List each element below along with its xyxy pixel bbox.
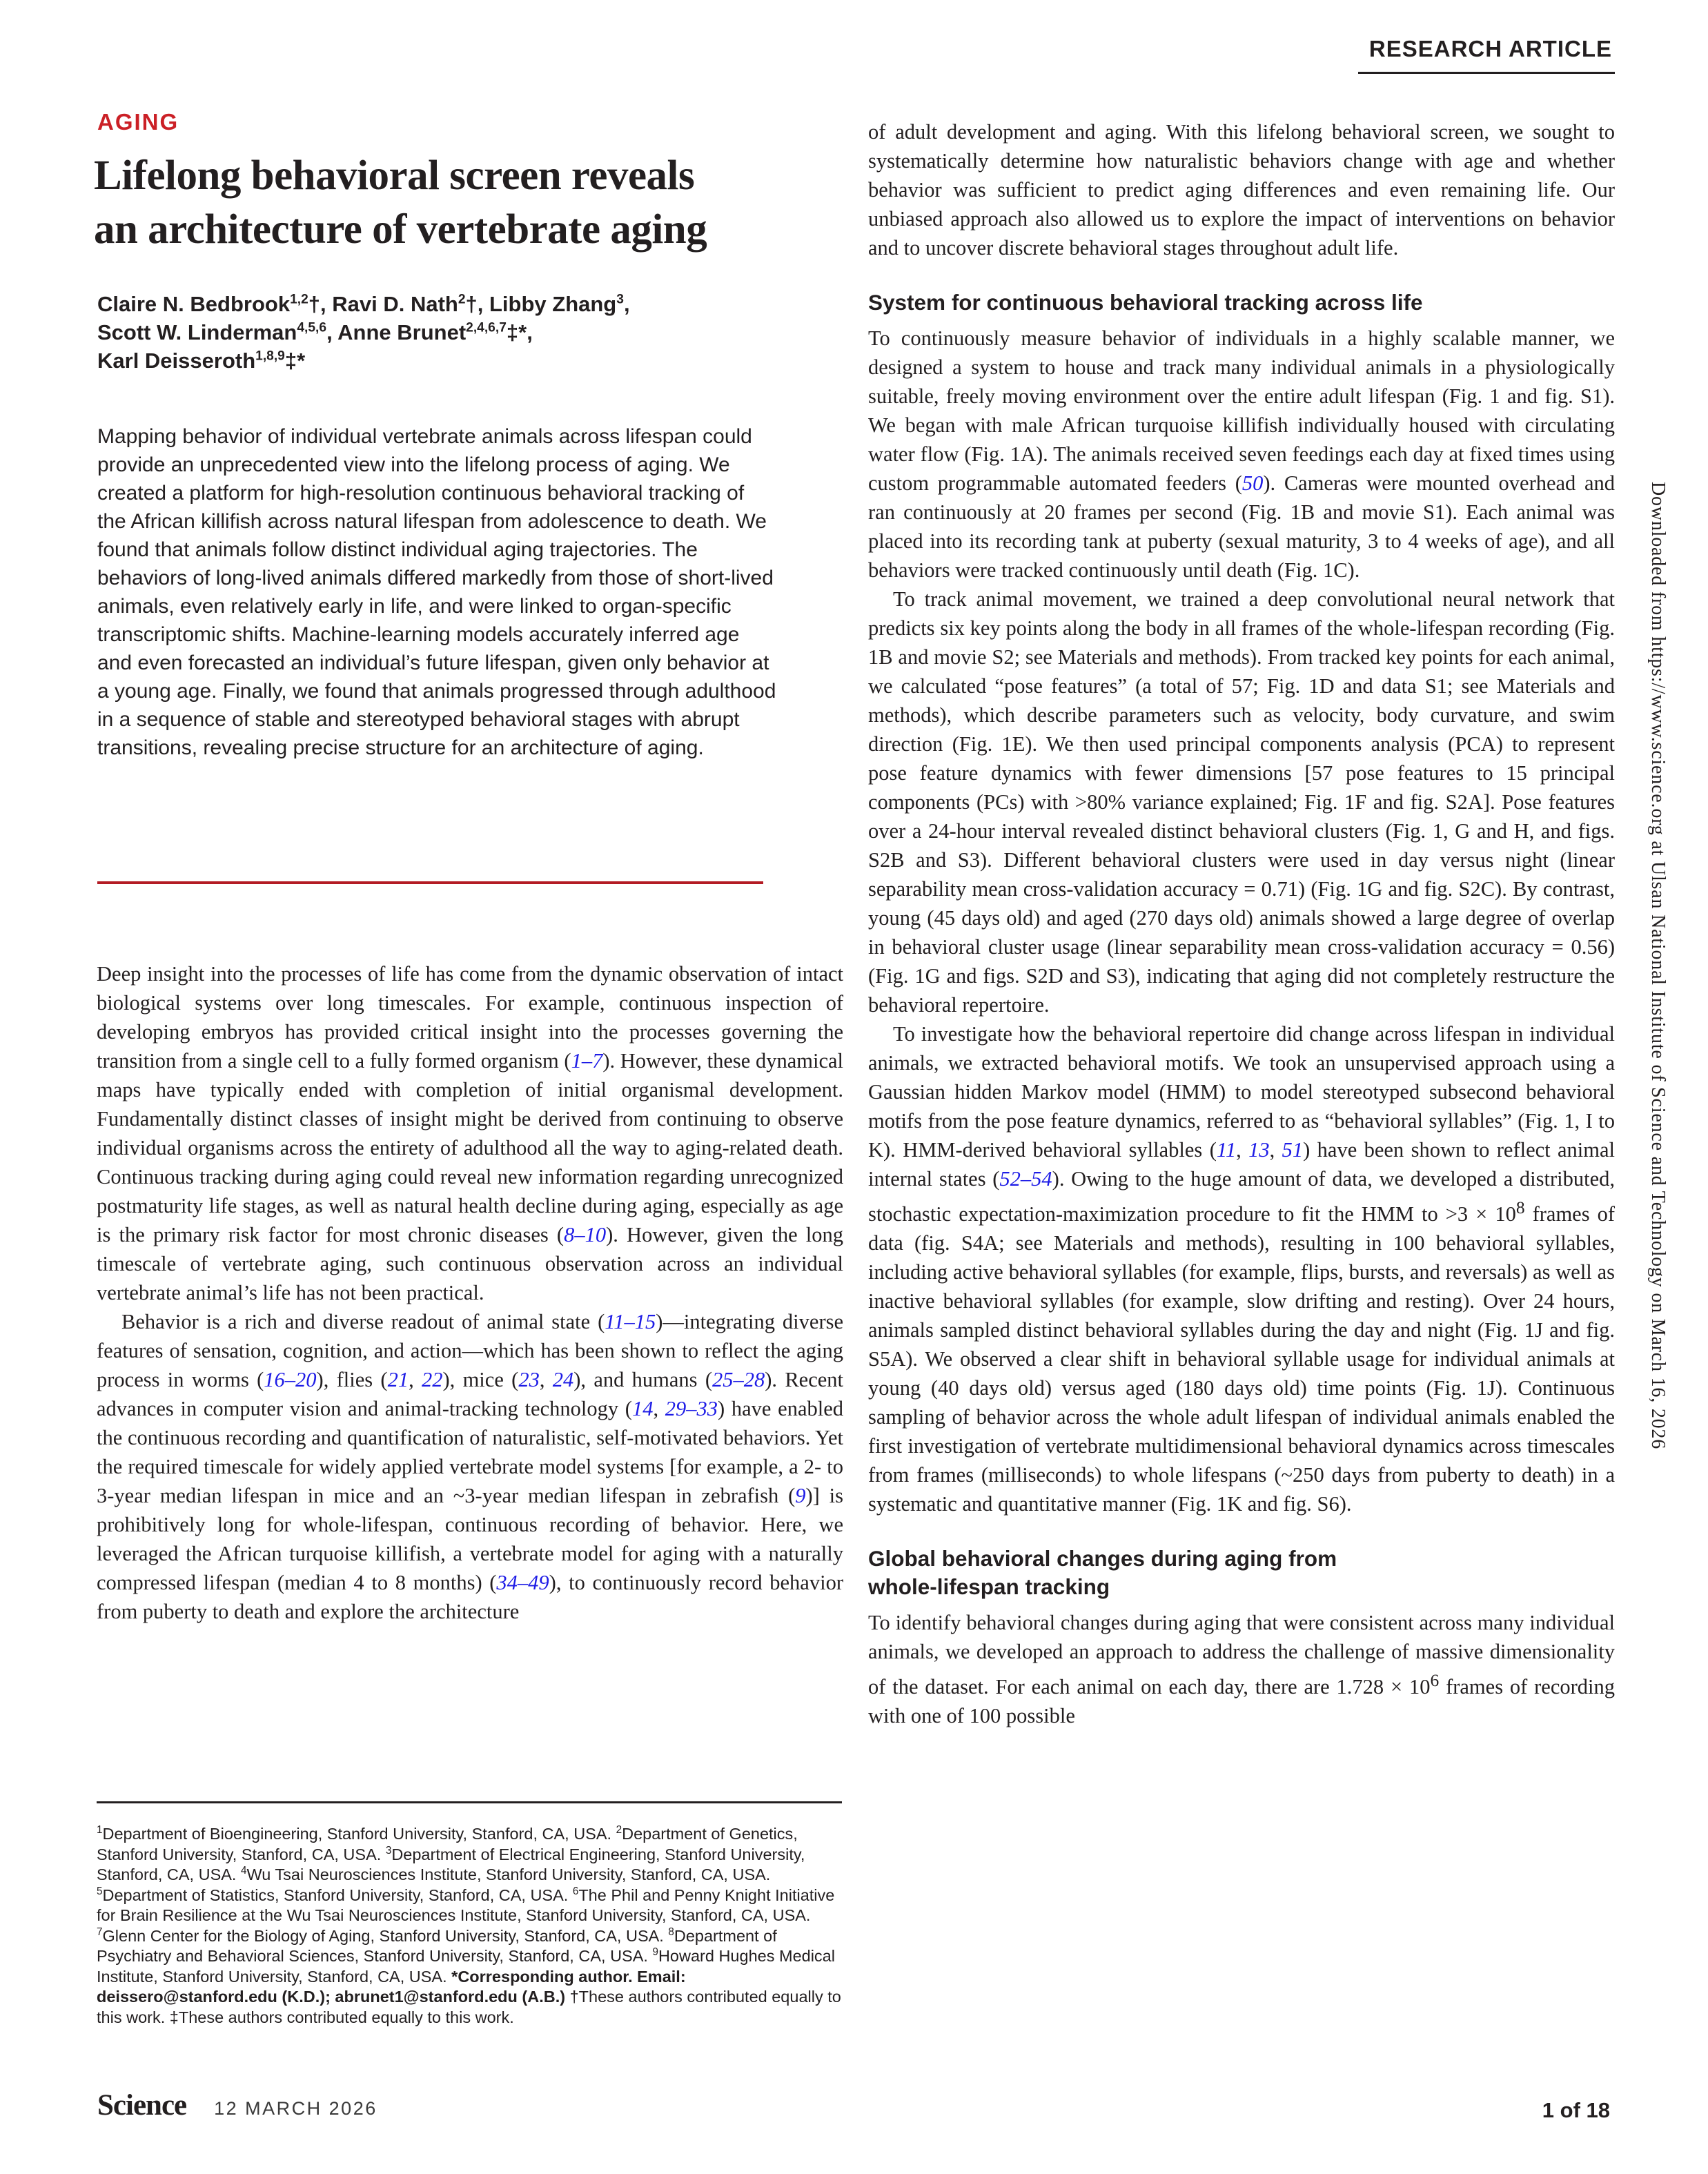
author-line: [97, 290, 630, 318]
text-segment: 1,8,9: [255, 349, 285, 364]
reference-link[interactable]: 22: [422, 1368, 443, 1391]
reference-link[interactable]: 21: [387, 1368, 409, 1391]
text-segment: ,: [539, 1368, 553, 1391]
body-paragraph: [868, 117, 1615, 262]
text-segment: Claire N. Bedbrook: [97, 292, 291, 316]
title-line-2: an architecture of vertebrate aging: [94, 206, 707, 253]
article-title: [94, 149, 707, 257]
text-segment: , Anne Brunet: [326, 320, 467, 344]
text-segment: The Phil and Penny Knight Initiative for Brain Resilience at the Wu Tsai Neurosciences Institute, Stanford University, Stanford, CA, USA.: [97, 1886, 835, 1924]
text-segment: Deep insight into the processes of life has come from the dynamic observation of intact biological systems over long timescales. For example, continuous inspection of developing embryos has provided critical insight into the processes governing the transition from a single cell to a fully formed organism (: [97, 962, 843, 1073]
reference-link[interactable]: 13: [1248, 1138, 1270, 1162]
text-segment: Department of Electrical Engineering, Stanford University, Stanford, CA, USA.: [97, 1845, 805, 1883]
text-segment: 1: [97, 1824, 103, 1837]
section-label: AGING: [97, 109, 179, 135]
reference-link[interactable]: 50: [1241, 471, 1264, 495]
text-segment: ). However, these dynamical maps have typically ended with completion of initial organismal development. Fundamentally distinct classes of insight might be derived from continuing to observe individual organisms across the entirety of adulthood all the way to aging-related death. Continuous tracking during aging could reveal new information regarding unrecognized postmaturity life stages, as well as natural health decline during aging, especially as age is the primary risk factor for most chronic diseases (: [97, 1049, 844, 1246]
text-segment: ). Recent advances in computer vision and animal-tracking technology (: [97, 1368, 843, 1420]
text-segment: 6: [572, 1885, 579, 1897]
reference-link[interactable]: 11–15: [605, 1310, 656, 1333]
text-segment: 3: [616, 292, 624, 307]
text-segment: 7: [97, 1926, 103, 1938]
reference-link[interactable]: 24: [552, 1368, 574, 1391]
reference-link[interactable]: 29–33: [665, 1397, 718, 1420]
text-segment: ,: [1269, 1138, 1282, 1162]
text-segment: ‡*,: [506, 320, 533, 344]
left-column: [97, 959, 843, 1626]
text-segment: 5: [97, 1885, 103, 1897]
text-segment: 1,2: [290, 292, 308, 307]
footnote-divider-rule: [97, 1801, 842, 1803]
reference-link[interactable]: 9: [795, 1484, 806, 1507]
text-segment: Howard Hughes Medical Institute, Stanford University, Stanford, CA, USA.: [97, 1947, 835, 1986]
right-column: [868, 117, 1615, 1730]
research-article-kicker: [1358, 36, 1615, 74]
text-segment: ) have enabled the continuous recording and quantification of naturalistic, self-motivated behaviors. Yet the required timescale for widely applied vertebrate model systems [for example, a 2- to 3-year median lifespan in mice and an ~3-year median lifespan in zebrafish (: [97, 1397, 843, 1507]
text-segment: †These authors contributed equally to this work. ‡These authors contributed equally to this work.: [97, 1988, 841, 2026]
text-segment: 8: [668, 1926, 674, 1938]
text-segment: ), flies (: [316, 1368, 388, 1391]
body-paragraph: [868, 585, 1615, 1019]
text-segment: ), and humans (: [573, 1368, 712, 1391]
text-segment: To investigate how the behavioral repertoire did change across lifespan in individual animals, we extracted behavioral motifs. We took an unsupervised approach using a Gaussian hidden Markov model (HMM) to model stereotyped subsecond behavioral motifs from the pose feature dynamics, referred to as “behavioral syllables” (Fig. 1, I to K). HMM-derived behavioral syllables (: [868, 1022, 1615, 1162]
text-segment: Behavior is a rich and diverse readout of animal state (: [121, 1310, 605, 1333]
text-segment: ). Cameras were mounted overhead and ran continuously at 20 frames per second (Fig. 1B and movie S1). Each animal was placed into its recording tank at puberty (sexual maturity, 3 to 4 weeks of age), and all behaviors were tracked continuously until death (Fig. 1C).: [868, 471, 1616, 582]
reference-link[interactable]: 51: [1282, 1138, 1304, 1162]
text-segment: *Corresponding author. Email: deissero@stanford.edu (K.D.); abrunet1@stanford.edu (A.B.): [97, 1967, 686, 2006]
author-block: [97, 290, 630, 375]
issue-date: 12 MARCH 2026: [214, 2098, 377, 2119]
text-segment: 2: [616, 1824, 622, 1837]
reference-link[interactable]: 14: [631, 1397, 654, 1420]
body-paragraph: [868, 324, 1615, 585]
text-segment: ), to continuously record behavior from puberty to death and explore the architecture: [97, 1571, 843, 1623]
text-segment: ,: [653, 1397, 665, 1420]
author-line: [97, 346, 630, 375]
text-segment: )] is prohibitively long for whole-lifespan, continuous recording of behavior. Here, we leveraged the African turquoise killifish, a vertebrate model for aging with a naturally compressed lifespan (median 4 to 8 months) (: [97, 1484, 843, 1594]
reference-link[interactable]: 52–54: [999, 1167, 1052, 1191]
heading-line-2: whole-lifespan tracking: [868, 1574, 1110, 1600]
reference-link[interactable]: 1–7: [571, 1049, 603, 1073]
footer: [97, 2088, 377, 2122]
title-line-1: Lifelong behavioral screen reveals: [94, 153, 695, 199]
reference-link[interactable]: 25–28: [711, 1368, 765, 1391]
text-segment: Department of Psychiatry and Behavioral Sciences, Stanford University, Stanford, CA, USA.: [97, 1926, 777, 1965]
text-segment: Department of Bioengineering, Stanford University, Stanford, CA, USA.: [102, 1825, 616, 1843]
text-segment: 6: [1430, 1671, 1440, 1691]
text-segment: Karl Deisseroth: [97, 349, 256, 373]
reference-link[interactable]: 34–49: [496, 1571, 549, 1594]
text-segment: ), mice (: [442, 1368, 519, 1391]
reference-link[interactable]: 23: [518, 1368, 540, 1391]
text-segment: †, Libby Zhang: [465, 292, 617, 316]
page-number: 1 of 18: [1542, 2098, 1610, 2122]
text-segment: Wu Tsai Neurosciences Institute, Stanford University, Stanford, CA, USA.: [246, 1865, 771, 1883]
text-segment: To continuously measure behavior of individuals in a highly scalable manner, we designed a system to house and track many individual animals in a physiologically suitable, freely moving environment over the entire adult lifespan (Fig. 1 and fig. S1). We began with male African turquoise killifish individually housed with circulating water flow (Fig. 1A). The animals received seven feedings each day at fixed times using custom programmable automated feeders (: [868, 326, 1615, 495]
text-segment: Glenn Center for the Biology of Aging, Stanford University, Stanford, CA, USA.: [102, 1926, 669, 1945]
text-segment: of adult development and aging. With this lifelong behavioral screen, we sought to systematically determine how naturalistic behaviors change with age and whether behavior was sufficient to predict aging differences and even remaining life. Our unbiased approach also allowed us to explore the impact of interventions on behavior and to uncover discrete behavioral stages throughout adult life.: [868, 120, 1615, 259]
footnotes: [97, 1801, 842, 2028]
text-segment: frames of data (fig. S4A; see Materials and methods), resulting in 100 behavioral syllables, including active behavioral syllables (for example, flips, bursts, and reversals) as well as inactive behavioral syllables (for example, slow drifting and resting). Over 24 hours, animals sampled distinct behavioral syllables during the day and night (Fig. 1J and fig. S5A). We observed a clear shift in behavioral syllable usage for individual animals at young (40 days old) versus aged (180 days old) time points (Fig. 1J). Continuous sampling of behavior across the whole adult lifespan of individual animals enabled the first investigation of vertebrate multidimensional behavioral dynamics across timescales from frames (milliseconds) to whole lifespans (~250 days from puberty to death) in a systematic and quantitative manner (Fig. 1K and fig. S6).: [868, 1202, 1615, 1516]
download-attribution-vertical: Downloaded from https://www.science.org at Ulsan National Institute of Science and Technology on March 16, 2026: [1647, 482, 1669, 1450]
body-paragraph: [97, 1307, 843, 1626]
text-segment: 4: [240, 1865, 247, 1877]
text-segment: frames of recording with one of 100 possible: [868, 1675, 1615, 1728]
text-segment: 2,4,6,7: [466, 320, 507, 335]
text-segment: Department of Statistics, Stanford University, Stanford, CA, USA.: [102, 1886, 573, 1904]
body-paragraph: [97, 959, 843, 1307]
heading-line-1: Global behavioral changes during aging from: [868, 1546, 1337, 1571]
kicker-label: RESEARCH ARTICLE: [1368, 36, 1612, 61]
footnote-text: [97, 1824, 842, 2028]
text-segment: ,: [1236, 1138, 1249, 1162]
text-segment: Department of Genetics, Stanford University, Stanford, CA, USA.: [97, 1825, 798, 1863]
body-paragraph: [868, 1608, 1615, 1730]
text-segment: ‡*: [284, 349, 306, 373]
text-segment: To identify behavioral changes during aging that were consistent across many individual animals, we developed an approach to address the challenge of massive dimensionality of the dataset. For each animal on each day, there are 1.728 × 10: [868, 1611, 1615, 1699]
text-segment: To track animal movement, we trained a deep convolutional neural network that predicts six key points along the body in all frames of the whole-lifespan recording (Fig. 1B and movie S2; see Materials and methods). From tracked key points for each animal, we calculated “pose features” (a total of 57; Fig. 1D and data S1; see Materials and methods), which describe parameters such as velocity, body curvature, and swim direction (Fig. 1E). We then used principal components analysis (PCA) to represent pose feature dynamics with fewer dimensions [57 pose features to 15 principal components (PCs) with >80% variance explained; Fig. 1F and fig. S2A]. Pose features over a 24-hour interval revealed distinct behavioral clusters (Fig. 1, G and H, and figs. S2B and S3). Different behavioral clusters were used in day versus night (linear separability mean cross-validation accuracy = 0.71) (Fig. 1G and fig. S2C). By contrast, young (45 days old) and aged (270 days old) animals showed a large degree of overlap in behavioral cluster usage (linear separability mean cross-validation accuracy = 0.56) (Fig. 1G and figs. S2D and S3), indicating that aging did not completely restructure the behavioral repertoire.: [868, 587, 1615, 1017]
text-segment: 4,5,6: [297, 320, 327, 335]
text-segment: †, Ravi D. Nath: [308, 292, 458, 316]
text-segment: Scott W. Linderman: [97, 320, 297, 344]
author-line: [97, 318, 630, 346]
section-heading: System for continuous behavioral tracking across life: [868, 290, 1423, 315]
section-heading: [868, 1545, 1615, 1601]
abstract: Mapping behavior of individual vertebrate animals across lifespan could provide an unprecedented view into the lifelong process of aging. We created a platform for high-resolution continuous behavioral tracking of the African killifish across natural lifespan from adolescence to death. We found that animals follow distinct individual aging trajectories. The behaviors of long-lived animals differed markedly from those of short-lived animals, even relatively early in life, and were linked to organ-specific transcriptomic shifts. Machine-learning models accurately inferred age and even forecasted an individual’s future lifespan, given only behavior at a young age. Finally, we found that animals progressed through adulthood in a sequence of stable and stereotyped behavioral stages with abrupt transitions, revealing precise structure for an architecture of aging.: [97, 425, 776, 759]
body-paragraph: [868, 1019, 1615, 1518]
text-segment: ). Owing to the huge amount of data, we developed a distributed, stochastic expectation-maximization procedure to fit the HMM to >3 × 10: [868, 1167, 1615, 1226]
text-segment: 3: [385, 1844, 392, 1857]
reference-link[interactable]: 11: [1216, 1138, 1237, 1162]
abstract-divider-rule: [97, 881, 763, 884]
text-segment: ). However, given the long timescale of vertebrate aging, such continuous observation across an individual vertebrate animal’s life has not been practical.: [97, 1223, 844, 1304]
text-segment: )—integrating diverse features of sensation, cognition, and action—which has been shown to reflect the aging process in worms (: [97, 1310, 844, 1391]
text-segment: ,: [409, 1368, 422, 1391]
journal-logo: Science: [97, 2089, 187, 2122]
text-segment: 8: [1515, 1198, 1525, 1217]
reference-link[interactable]: 16–20: [264, 1368, 317, 1391]
text-segment: 9: [652, 1946, 658, 1959]
text-segment: ) have been shown to reflect animal internal states (: [868, 1138, 1616, 1191]
text-segment: 2: [458, 292, 466, 307]
reference-link[interactable]: 8–10: [564, 1223, 607, 1246]
text-segment: ,: [623, 292, 630, 316]
